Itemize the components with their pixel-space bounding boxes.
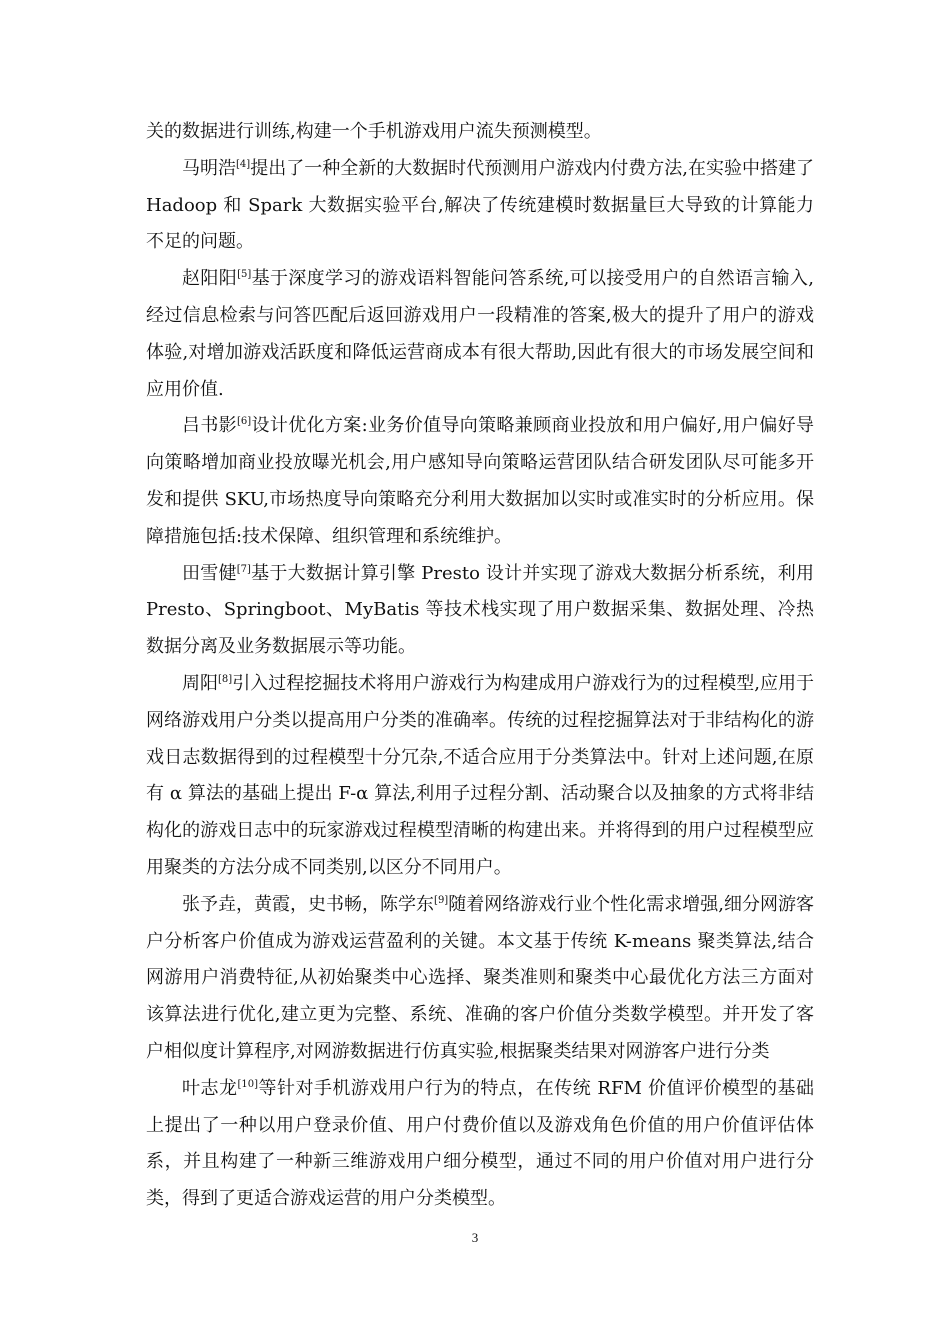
author-name: 吕书影: [182, 415, 238, 437]
paragraph-text: 基于深度学习的游戏语料智能问答系统,可以接受用户的自然语言输入,经过信息检索与问答匹配后返回游戏用户一段精准的答案,极大的提升了用户的游戏体验,对增加游戏活跃度和降低运营商成本有很大帮助,因此有很大的市场发展空间和应用价值.: [146, 268, 814, 400]
paragraph-ye-zhilong: [146, 1071, 814, 1218]
author-name: 周阳: [182, 672, 219, 694]
paragraph-zhao-yangyang: [146, 261, 814, 408]
citation-ref: [4]: [236, 158, 251, 170]
paragraph-zhou-yang: [146, 666, 814, 887]
paragraph-continuation: [146, 114, 814, 151]
paragraph-zhang-yuyao: [146, 887, 814, 1071]
citation-ref: [5]: [237, 269, 252, 281]
paragraph-text: 基于大数据计算引擎 Presto 设计并实现了游戏大数据分析系统，利用 Presto、Springboot、MyBatis 等技术栈实现了用户数据采集、数据处理、冷热数据分离及业务数据展示等功能。: [146, 562, 815, 658]
paragraph-text: 等针对手机游戏用户行为的特点，在传统 RFM 价值评价模型的基础上提出了一种以用户登录价值、用户付费价值以及游戏角色价值的用户价值评估体系，并且构建了一种新三维游戏用户细分模型，通过不同的用户价值对用户进行分类，得到了更适合游戏运营的用户分类模型。: [146, 1077, 815, 1210]
paragraph-tian-xuejian: [146, 556, 814, 666]
citation-ref: [9]: [434, 894, 449, 906]
author-name: 张予垚，黄霞，史书畅，陈学东: [182, 893, 435, 915]
paragraph-text: 关的数据进行训练,构建一个手机游戏用户流失预测模型。: [146, 121, 602, 142]
paragraph-text: 引入过程挖掘技术将用户游戏行为构建成用户游戏行为的过程模型,应用于网络游戏用户分类以提高用户分类的准确率。传统的过程挖掘算法对于非结构化的游戏日志数据得到的过程模型十分冗杂,不适合应用于分类算法中。针对上述问题,在原有 α 算法的基础上提出 F-α 算法,利用子过程分割、活动聚合以及抽象的方式将非结构化的游戏日志中的玩家游戏过程模型清晰的构建出来。并将得到的用户过程模型应用聚类的方法分成不同类别,以区分不同用户。: [146, 672, 815, 878]
author-name: 赵阳阳: [182, 268, 238, 290]
paragraph-lv-shuying: [146, 408, 814, 555]
citation-ref: [8]: [218, 673, 233, 685]
citation-ref: [7]: [236, 563, 251, 575]
author-name: 叶志龙: [182, 1077, 238, 1099]
paragraph-text: 提出了一种全新的大数据时代预测用户游戏内付费方法,在实验中搭建了 Hadoop 和 Spark 大数据实验平台,解决了传统建模时数据量巨大导致的计算能力不足的问题。: [146, 157, 815, 253]
author-name: 田雪健: [182, 562, 237, 584]
page-number: 3: [471, 1230, 479, 1245]
paragraph-ma-minghao: [146, 151, 814, 261]
citation-ref: [6]: [237, 416, 252, 428]
paragraph-text: 随着网络游戏行业个性化需求增强,细分网游客户分析客户价值成为游戏运营盈利的关键。本文基于传统 K-means 聚类算法,结合网游用户消费特征,从初始聚类中心选择、聚类准则和聚类中心最优化方法三方面对该算法进行优化,建立更为完整、系统、准确的客户价值分类数学模型。并开发了客户相似度计算程序,对网游数据进行仿真实验,根据聚类结果对网游客户进行分类: [146, 893, 814, 1062]
citation-ref: [10]: [237, 1078, 258, 1090]
paragraph-text: 设计优化方案:业务价值导向策略兼顾商业投放和用户偏好,用户偏好导向策略增加商业投放曝光机会,用户感知导向策略运营团队结合研发团队尽可能多开发和提供 SKU,市场热度导向策略充分利用大数据加以实时或准实时的分析应用。保障措施包括:技术保障、组织管理和系统维护。: [146, 415, 814, 547]
document-body: [146, 114, 814, 1218]
author-name: 马明浩: [182, 157, 237, 179]
